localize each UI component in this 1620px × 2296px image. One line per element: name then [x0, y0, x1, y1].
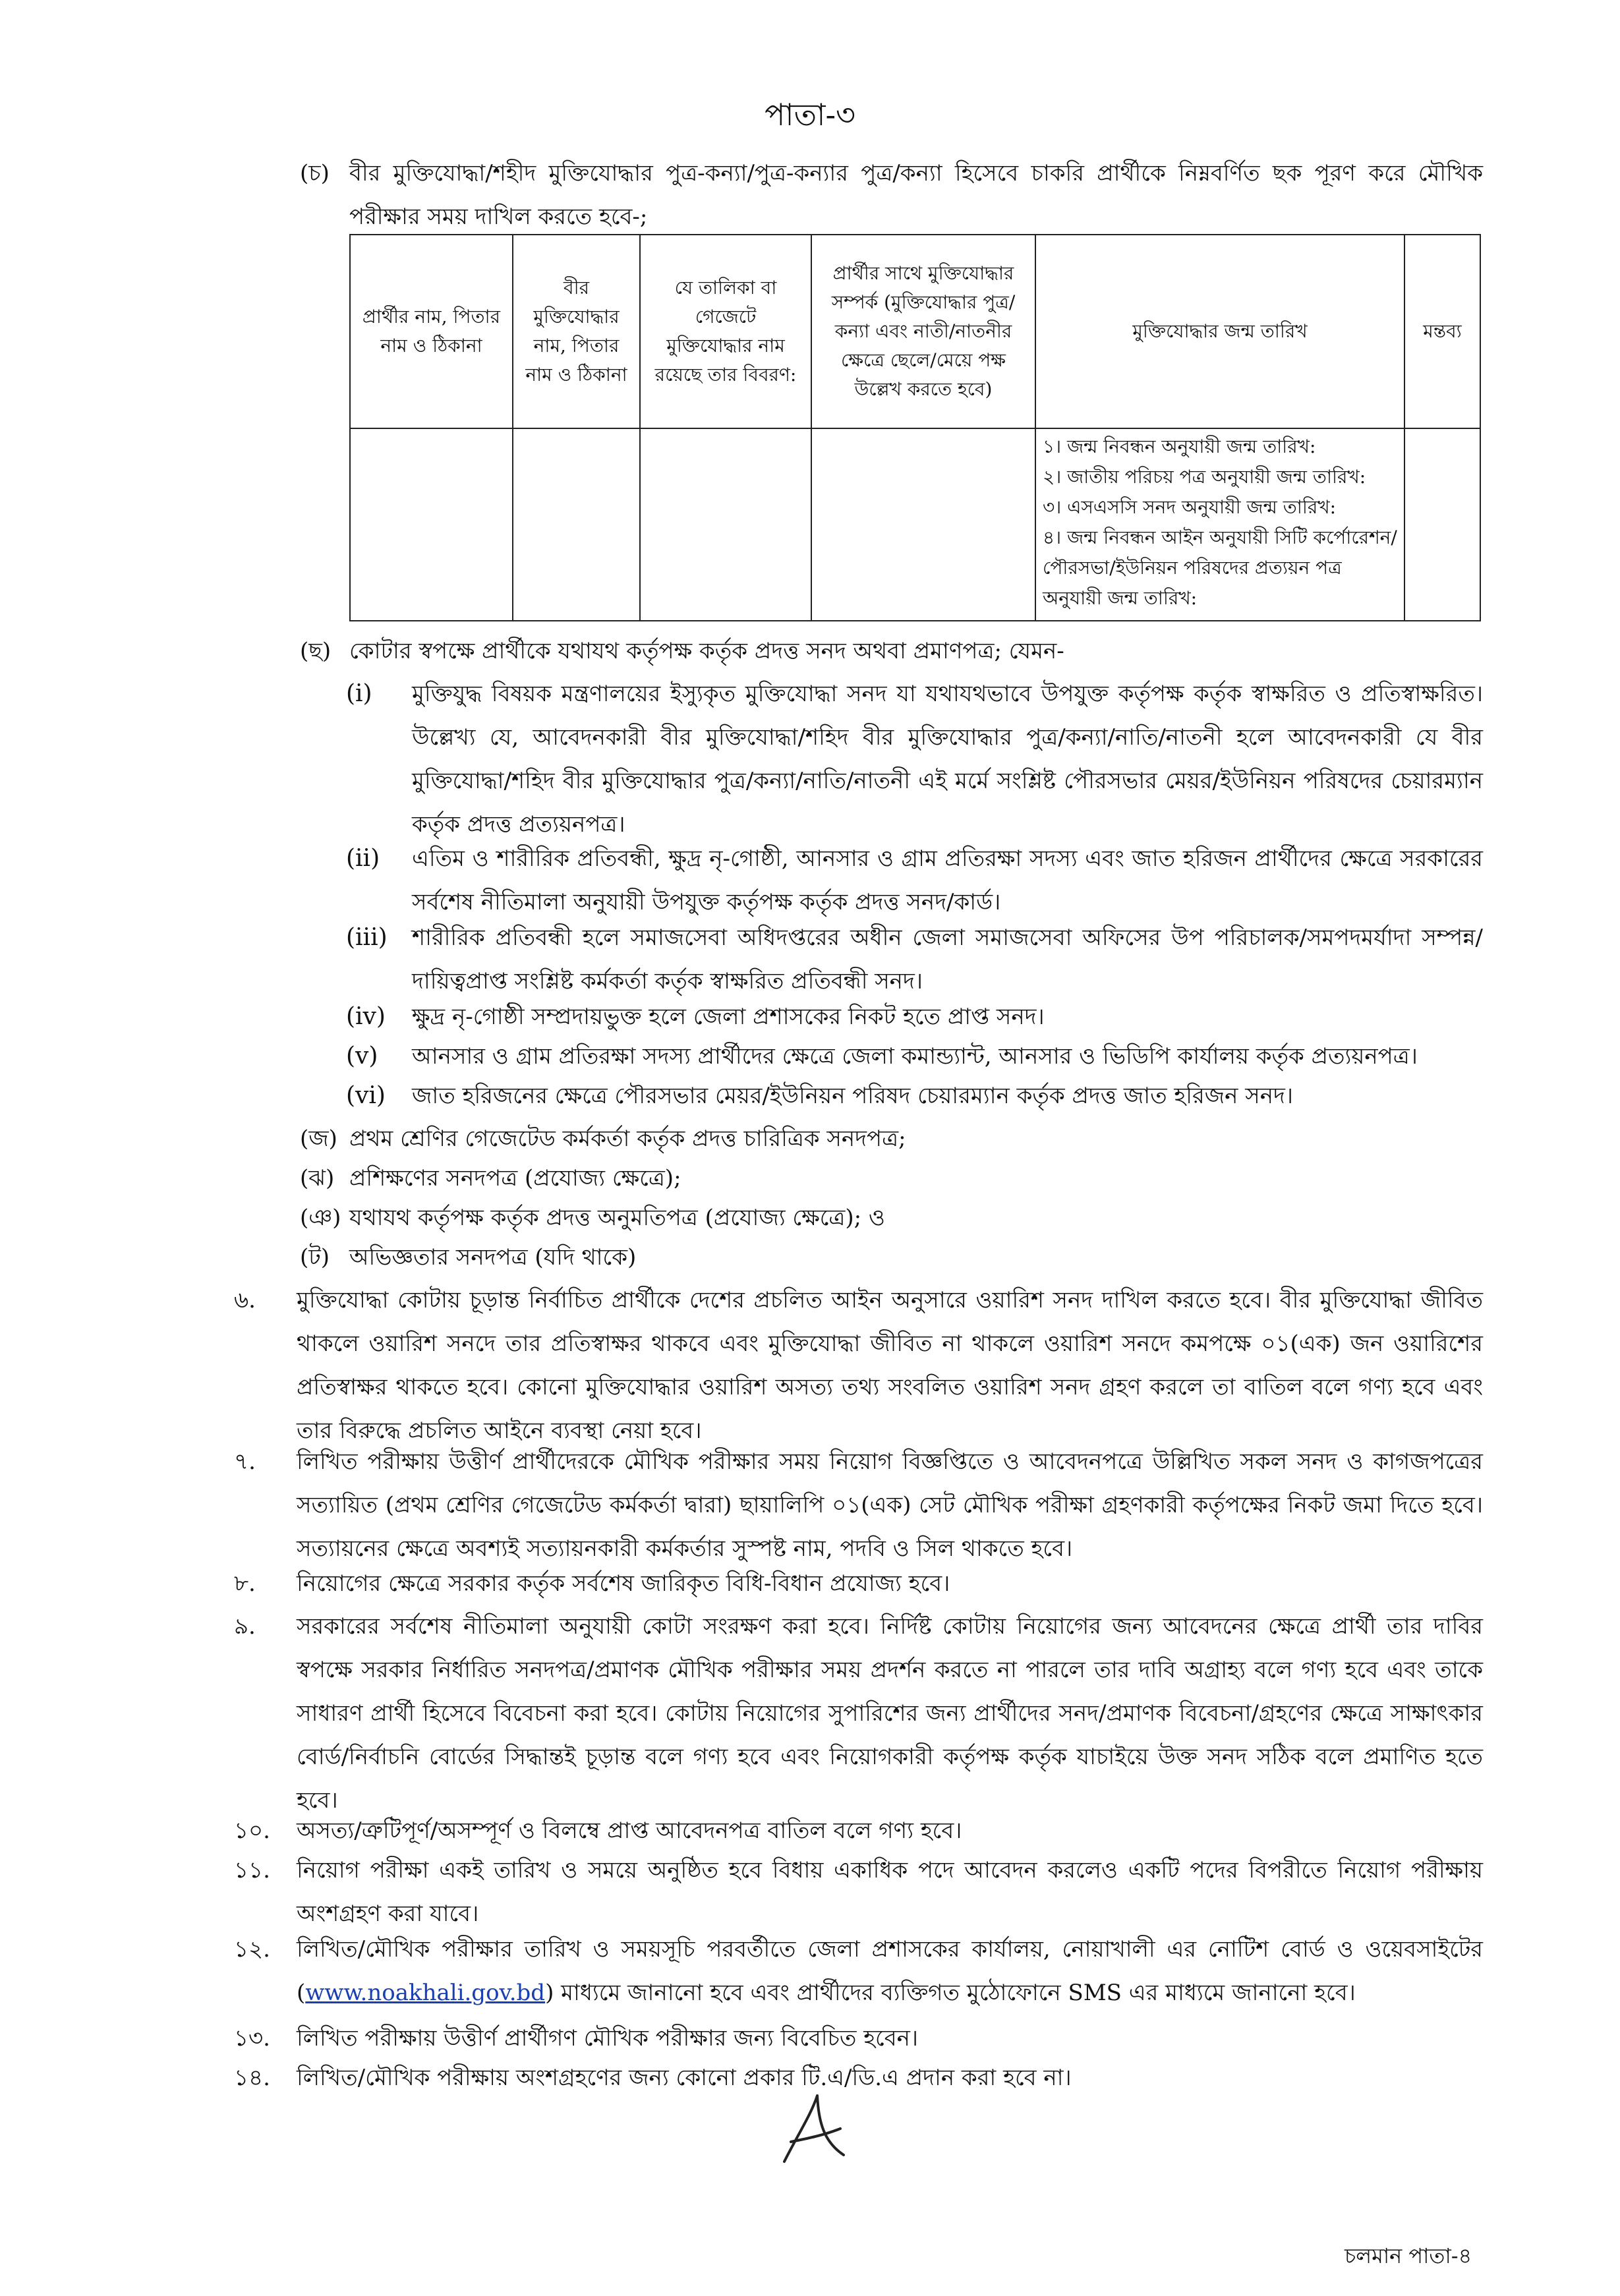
dob-line: ১। জন্ম নিবন্ধন অনুযায়ী জন্ম তারিখ: [1043, 436, 1316, 457]
list-marker: (ট) [300, 1244, 330, 1271]
table-cell-empty [513, 428, 640, 621]
list-marker: (জ) [300, 1126, 337, 1152]
clause-text [297, 1928, 1483, 2015]
clause-8 [234, 1562, 1483, 1605]
subitem-i [346, 672, 1483, 846]
item-ch-text: বীর মুক্তিযোদ্ধা/শহীদ মুক্তিযোদ্ধার পুত্র-কন্যা/পুত্র-কন্যার পুত্র/কন্যা হিসেবে চাকরি প্রার্থীকে নিম্নবর্ণিত ছক পূরণ করে মৌখিক পরীক্ষার সময় দাখিল করতে হবে-; [349, 160, 1483, 230]
subitem-v [346, 1035, 1483, 1078]
list-marker: (ঞ) [300, 1205, 341, 1231]
clause-text: সরকারের সর্বশেষ নীতিমালা অনুযায়ী কোটা সংরক্ষণ করা হবে। নির্দিষ্ট কোটায় নিয়োগের জন্য আবেদনের ক্ষেত্রে প্রার্থী তার দাবির স্বপক্ষে সরকার নির্ধারিত সনদপত্র/প্রমাণক মৌখিক পরীক্ষার সময় প্রদর্শন করতে না পারলে তার দাবি অগ্রাহ্য বলে গণ্য হবে এবং তাকে সাধারণ প্রার্থী হিসেবে বিবেচনা করা হবে। কোটায় নিয়োগের সুপারিশের জন্য প্রার্থীদের সনদ/প্রমাণক বিবেচনা/গ্রহণের ক্ষেত্রে সাক্ষাৎকার বোর্ড/নির্বাচনি বোর্ডের সিদ্ধান্তই চূড়ান্ত বলে গণ্য হবে এবং নিয়োগকারী কর্তৃপক্ষ কর্তৃক যাচাইয়ে উক্ত সনদ সঠিক বলে প্রমাণিত হতে হবে। [297, 1613, 1483, 1814]
clause-7 [234, 1440, 1483, 1570]
clause-number: ৬. [234, 1287, 256, 1313]
item-jho [300, 1157, 1483, 1200]
clause-number: ৮. [234, 1570, 256, 1597]
clause-text-before: লিখিত/মৌখিক পরীক্ষার তারিখ ও সময়সূচি পরবর্তীতে জেলা প্রশাসকের কার্যালয়, নোয়াখালী এর নোটিশ বোর্ড ও ওয়েবসাইটের ( [297, 1936, 1483, 2006]
subitem-iv [346, 995, 1483, 1039]
subitem-text: আনসার ও গ্রাম প্রতিরক্ষা সদস্য প্রার্থীদের ক্ষেত্রে জেলা কমান্ড্যান্ট, আনসার ও ভিডিপি কার্যালয় কর্তৃক প্রত্যয়নপত্র। [412, 1043, 1418, 1070]
table-cell-empty [1404, 428, 1480, 621]
item-to [300, 1236, 1483, 1279]
list-text: যথাযথ কর্তৃপক্ষ কর্তৃক প্রদত্ত অনুমতিপত্র (প্রযোজ্য ক্ষেত্রে); ও [349, 1205, 885, 1231]
table-header: যে তালিকা বা গেজেটে মুক্তিযোদ্ধার নাম রয়েছে তার বিবরণ: [640, 235, 811, 428]
list-text: প্রথম শ্রেণির গেজেটেড কর্মকর্তা কর্তৃক প্রদত্ত চারিত্রিক সনদপত্র; [349, 1126, 906, 1152]
item-jo [300, 1117, 1483, 1161]
item-chh [300, 629, 1483, 673]
list-marker: (ঝ) [300, 1165, 335, 1191]
clause-text-after: ) মাধ্যমে জানানো হবে এবং প্রার্থীদের ব্যক্তিগত মুঠোফোনে SMS এর মাধ্যমে জানানো হবে। [545, 1980, 1356, 2006]
subitem-text: শারীরিক প্রতিবন্ধী হলে সমাজসেবা অধিদপ্তরের অধীন জেলা সমাজসেবা অফিসের উপ পরিচালক/সমপদমর্যাদা সম্পন্ন/দায়িত্বপ্রাপ্ত সংশ্লিষ্ট কর্মকর্তা কর্তৃক স্বাক্ষরিত প্রতিবন্ধী সনদ। [412, 925, 1483, 994]
clause-text: লিখিত পরীক্ষায় উত্তীর্ণ প্রার্থীগণ মৌখিক পরীক্ষার জন্য বিবেচিত হবেন। [297, 2025, 919, 2052]
table-cell-empty [640, 428, 811, 621]
dob-line: ২। জাতীয় পরিচয় পত্র অনুযায়ী জন্ম তারিখ: [1043, 466, 1366, 488]
item-ch-marker: (চ) [300, 160, 330, 187]
clause-14 [234, 2056, 1483, 2100]
certificate-form-table [349, 234, 1481, 621]
subitem-number: (vi) [346, 1082, 386, 1109]
subitem-number: (i) [346, 680, 372, 707]
table-row [350, 428, 1480, 621]
clause-number: ১০. [234, 1818, 270, 1844]
clause-text: মুক্তিযোদ্ধা কোটায় চূড়ান্ত নির্বাচিত প্রার্থীকে দেশের প্রচলিত আইন অনুসারে ওয়ারিশ সনদ দাখিল করতে হবে। বীর মুক্তিযোদ্ধা জীবিত থাকলে ওয়ারিশ সনদে তার প্রতিস্বাক্ষর থাকবে এবং মুক্তিযোদ্ধা জীবিত না থাকলে ওয়ারিশ সনদে কমপক্ষে ০১(এক) জন ওয়ারিশের প্রতিস্বাক্ষর থাকতে হবে। কোনো মুক্তিযোদ্ধার ওয়ারিশ অসত্য তথ্য সংবলিত ওয়ারিশ সনদ গ্রহণ করলে তা বাতিল বলে গণ্য হবে এবং তার বিরুদ্ধে প্রচলিত আইনে ব্যবস্থা নেয়া হবে। [297, 1287, 1483, 1444]
continuation-footer: চলমান পাতা-৪ [1345, 2243, 1472, 2268]
item-ch [300, 152, 1483, 239]
subitem-text: এতিম ও শারীরিক প্রতিবন্ধী, ক্ষুদ্র নৃ-গোষ্ঠী, আনসার ও গ্রাম প্রতিরক্ষা সদস্য এবং জাত হরিজন প্রার্থীদের ক্ষেত্রে সরকারের সর্বশেষ নীতিমালা অনুযায়ী উপযুক্ত কর্তৃপক্ষ কর্তৃক প্রদত্ত সনদ/কার্ড। [412, 846, 1483, 915]
subitem-text: জাত হরিজনের ক্ষেত্রে পৌরসভার মেয়র/ইউনিয়ন পরিষদ চেয়ারম্যান কর্তৃক প্রদত্ত জাত হরিজন সনদ। [412, 1083, 1294, 1109]
table-header: মন্তব্য [1404, 235, 1480, 428]
dob-cell [1035, 428, 1404, 621]
table-header: প্রার্থীর নাম, পিতার নাম ও ঠিকানা [350, 235, 513, 428]
clause-6 [234, 1278, 1483, 1452]
clause-10 [234, 1809, 1483, 1852]
clause-text: লিখিত পরীক্ষায় উত্তীর্ণ প্রার্থীদেরকে মৌখিক পরীক্ষার সময় নিয়োগ বিজ্ঞপ্তিতে ও আবেদনপত্রে উল্লিখিত সকল সনদ ও কাগজপত্রের সত্যায়িত (প্রথম শ্রেণির গেজেটেড কর্মকর্তা দ্বারা) ছায়ালিপি ০১(এক) সেট মৌখিক পরীক্ষা গ্রহণকারী কর্তৃপক্ষের নিকট জমা দিতে হবে। সত্যায়নের ক্ষেত্রে অবশ্যই সত্যায়নকারী কর্মকর্তার সুস্পষ্ট নাম, পদবি ও সিল থাকতে হবে। [297, 1449, 1483, 1562]
clause-number: ১৩. [234, 2025, 270, 2052]
table-cell-empty [811, 428, 1035, 621]
subitem-number: (iv) [346, 1003, 386, 1030]
clause-9 [234, 1605, 1483, 1822]
subitem-ii [346, 837, 1483, 924]
subitem-vi [346, 1074, 1483, 1118]
subitem-text: মুক্তিযুদ্ধ বিষয়ক মন্ত্রণালয়ের ইস্যুকৃত মুক্তিযোদ্ধা সনদ যা যথাযথভাবে উপযুক্ত কর্তৃপক্ষ কর্তৃক স্বাক্ষরিত ও প্রতিস্বাক্ষরিত। উল্লেখ্য যে, আবেদনকারী বীর মুক্তিযোদ্ধা/শহিদ বীর মুক্তিযোদ্ধার পুত্র/কন্যা/নাতি/নাতনী হলে আবেদনকারী যে বীর মুক্তিযোদ্ধা/শহিদ বীর মুক্তিযোদ্ধার পুত্র/কন্যা/নাতি/নাতনী এই মর্মে সংশ্লিষ্ট পৌরসভার মেয়র/ইউনিয়ন পরিষদের চেয়ারম্যান কর্তৃক প্রদত্ত প্রত্যয়নপত্র। [412, 681, 1483, 838]
clause-text: লিখিত/মৌখিক পরীক্ষায় অংশগ্রহণের জন্য কোনো প্রকার টি.এ/ডি.এ প্রদান করা হবে না। [297, 2065, 1072, 2091]
clause-text: নিয়োগের ক্ষেত্রে সরকার কর্তৃক সর্বশেষ জারিকৃত বিধি-বিধান প্রযোজ্য হবে। [297, 1570, 950, 1597]
subitem-number: (iii) [346, 924, 388, 951]
table-header-row [350, 235, 1480, 428]
clause-13 [234, 2017, 1483, 2060]
clause-number: ৭. [234, 1449, 256, 1475]
dob-line: ৪। জন্ম নিবন্ধন আইন অনুযায়ী সিটি কর্পোরেশন/পৌরসভা/ইউনিয়ন পরিষদের প্রত্যয়ন পত্র অনুযায়ী জন্ম তারিখ: [1043, 527, 1397, 609]
dob-line: ৩। এসএসসি সনদ অনুযায়ী জন্ম তারিখ: [1043, 496, 1337, 518]
clause-number: ১২. [234, 1936, 270, 1963]
clause-text: অসত্য/ত্রুটিপূর্ণ/অসম্পূর্ণ ও বিলম্বে প্রাপ্ত আবেদনপত্র বাতিল বলে গণ্য হবে। [297, 1818, 962, 1844]
table-header: মুক্তিযোদ্ধার জন্ম তারিখ [1035, 235, 1404, 428]
subitem-number: (ii) [346, 845, 380, 872]
clause-number: ১৪. [234, 2065, 270, 2091]
clause-number: ১১. [234, 1857, 270, 1883]
item-chh-marker: (ছ) [300, 638, 332, 664]
table-header: বীর মুক্তিযোদ্ধার নাম, পিতার নাম ও ঠিকানা [513, 235, 640, 428]
subitem-number: (v) [346, 1043, 378, 1070]
page-number: পাতা-৩ [765, 97, 855, 132]
item-nio [300, 1196, 1483, 1240]
clause-11 [234, 1849, 1483, 1936]
clause-12 [234, 1928, 1483, 2015]
subitem-iii [346, 916, 1483, 1003]
list-text: প্রশিক্ষণের সনদপত্র (প্রযোজ্য ক্ষেত্রে); [349, 1165, 681, 1191]
clause-text: নিয়োগ পরীক্ষা একই তারিখ ও সময়ে অনুষ্ঠিত হবে বিধায় একাধিক পদে আবেদন করলেও একটি পদের বিপরীতে নিয়োগ পরীক্ষায় অংশগ্রহণ করা যাবে। [297, 1857, 1483, 1927]
table-header: প্রার্থীর সাথে মুক্তিযোদ্ধার সম্পর্ক (মুক্তিযোদ্ধার পুত্র/কন্যা এবং নাতী/নাতনীর ক্ষেত্রে ছেলে/মেয়ে পক্ষ উল্লেখ করতে হবে) [811, 235, 1035, 428]
subitem-text: ক্ষুদ্র নৃ-গোষ্ঠী সম্প্রদায়ভুক্ত হলে জেলা প্রশাসকের নিকট হতে প্রাপ্ত সনদ। [412, 1004, 1045, 1030]
list-text: অভিজ্ঞতার সনদপত্র (যদি থাকে) [349, 1244, 637, 1271]
clause-number: ৯. [234, 1613, 256, 1640]
website-link[interactable]: www.noakhali.gov.bd [305, 1980, 546, 2006]
signature-mark [771, 2089, 857, 2175]
item-chh-text: কোটার স্বপক্ষে প্রার্থীকে যথাযথ কর্তৃপক্ষ কর্তৃক প্রদত্ত সনদ অথবা প্রমাণপত্র; যেমন- [349, 638, 1064, 664]
table-cell-empty [350, 428, 513, 621]
